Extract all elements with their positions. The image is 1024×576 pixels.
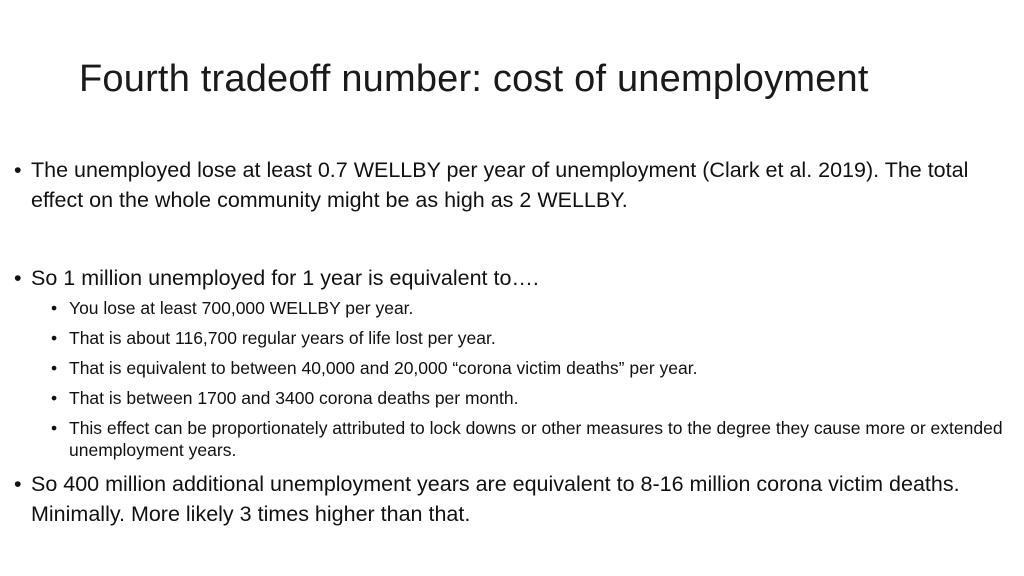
sub-bullet-text: You lose at least 700,000 WELLBY per year. [69,298,414,318]
bullet-text: So 400 million additional unemployment years are equivalent to 8-16 million corona victim deaths. Minimally. More likely 3 times higher than that. [31,472,960,526]
sub-bullet [51,357,1010,379]
bullet-text: So 1 million unemployed for 1 year is equivalent to…. [31,266,539,290]
sub-bullet-dot: • [51,358,58,378]
bullet-unemployed-loss [14,155,1010,215]
sub-bullet-text: That is equivalent to between 40,000 and 20,000 “corona victim deaths” per year. [69,358,698,378]
sub-bullet-text: That is about 116,700 regular years of life lost per year. [69,328,496,348]
slide-title: Fourth tradeoff number: cost of unemployment [79,58,869,100]
bullet-one-million [14,263,1010,293]
slide-body [14,155,1010,529]
sub-bullet-text: That is between 1700 and 3400 corona deaths per month. [69,388,519,408]
bullet-dot: • [14,266,22,290]
bullet-dot: • [14,472,22,496]
sub-bullet [51,417,1010,461]
bullet-four-hundred-million [14,469,1010,529]
sub-bullet-text: This effect can be proportionately attributed to lock downs or other measures to the degree they cause more or extended unemployment years. [69,418,1003,460]
bullet-text: The unemployed lose at least 0.7 WELLBY per year of unemployment (Clark et al. 2019). The total effect on the whole community might be as high as 2 WELLBY. [31,158,969,212]
sub-bullet-dot: • [51,298,58,318]
sub-bullet [51,327,1010,349]
sub-bullet [51,387,1010,409]
sub-bullet-dot: • [51,418,58,438]
sub-bullet-dot: • [51,328,58,348]
bullet-dot: • [14,158,22,182]
sub-bullet [51,297,1010,319]
sub-bullet-dot: • [51,388,58,408]
sub-bullet-list [51,297,1010,461]
